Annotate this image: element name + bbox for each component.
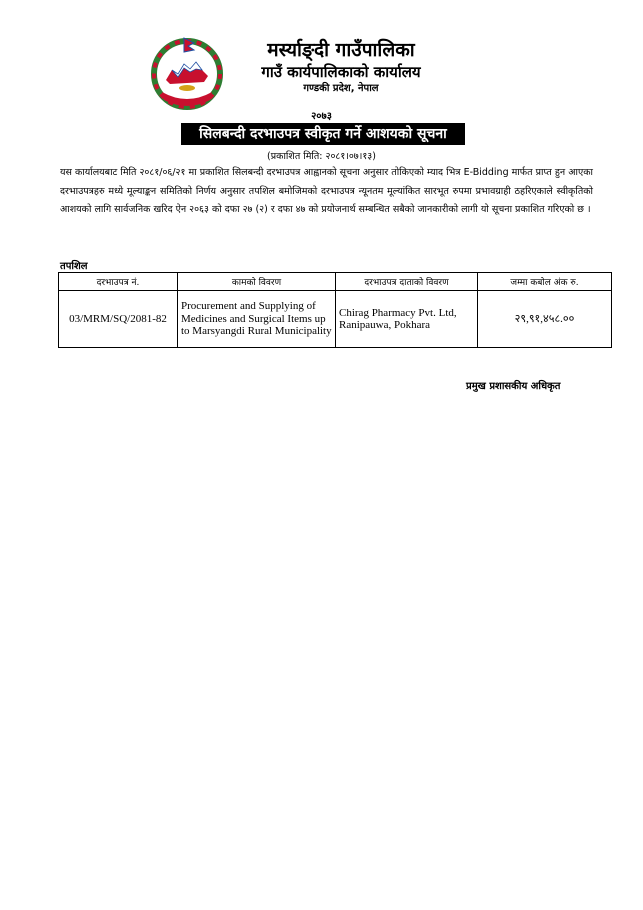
col-header-bid-no: दरभाउपत्र नं. — [59, 273, 178, 291]
office-subtitle: गाउँ कार्यपालिकाको कार्यालय — [261, 63, 421, 81]
cell-bidder: Chirag Pharmacy Pvt. Ltd, Ranipauwa, Pokhara — [336, 291, 478, 348]
table-header-row — [59, 273, 612, 291]
notice-body: यस कार्यालयबाट मिति २०८१/०६/२१ मा प्रकाशित सिलबन्दी दरभाउपत्र आह्वानको सूचना अनुसार तोकिएको म्याद भित्र E-Bidding मार्फत प्राप्त हुन आएका दरभाउपत्रहरु मध्ये मूल्याङ्कन समितिको निर्णय अनुसार तपशिल बमोजिमको दरभाउपत्र न्यूनतम मूल्यांकित सारभूत रुपमा प्रभावग्राही ठहरिएकाले स्वीकृतिको आशयको लागि सार्वजनिक खरिद ऐन २०६३ को दफा २७ (२) र दफा ४७ को प्रयोजनार्थ सम्बन्धित सबैको जानकारीको लागी यो सूचना प्रकाशित गरिएको छ । — [60, 167, 593, 216]
office-name: मर्स्याङ्दी गाउँपालिका — [267, 39, 415, 61]
col-header-bidder: दरभाउपत्र दाताको विवरण — [336, 273, 478, 291]
award-table — [58, 272, 612, 348]
table-row — [59, 291, 612, 348]
col-header-amount: जम्मा कबोल अंक रु. — [478, 273, 612, 291]
nepal-government-emblem-icon — [150, 36, 224, 110]
year-label: २०७३ — [311, 111, 332, 122]
notice-title: सिलबन्दी दरभाउपत्र स्वीकृत गर्ने आशयको सूचना — [181, 123, 465, 145]
details-label: तपशिल — [60, 261, 88, 272]
cell-bid-no: 03/MRM/SQ/2081-82 — [59, 291, 178, 348]
office-province: गण्डकी प्रदेश, नेपाल — [303, 83, 379, 94]
letterhead — [236, 38, 446, 95]
published-date: (प्रकाशित मिति: २०८१।०७।१३) — [267, 151, 376, 162]
cell-work: Procurement and Supplying of Medicines and Surgical Items up to Marsyangdi Rural Municipality — [178, 291, 336, 348]
signature-title: प्रमुख प्रशासकीय अधिकृत — [466, 381, 561, 392]
col-header-work: कामको विवरण — [178, 273, 336, 291]
cell-amount: २९,९१,४५८.०० — [478, 291, 612, 348]
